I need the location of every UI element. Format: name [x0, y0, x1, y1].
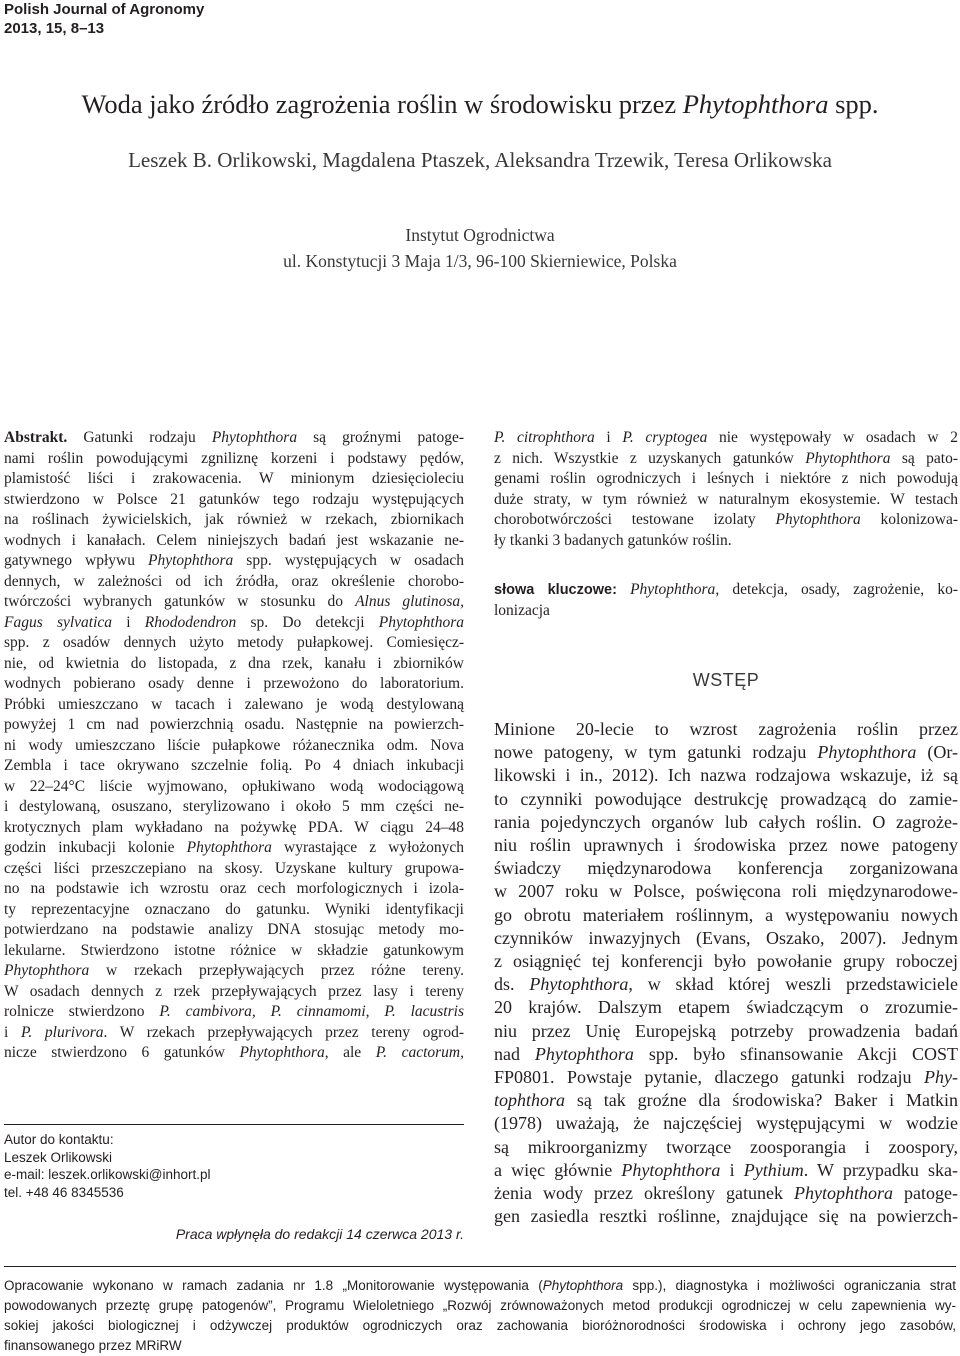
abstract-line — [4, 1002, 464, 1023]
text-run: wodnych i kanałach. Celem niniejszych badań jest wskazanie ne- — [4, 531, 464, 549]
abstract-line — [4, 982, 464, 1003]
abstract-cont-line — [494, 449, 958, 470]
text-run: ty reprezentacyjne oznaczano do gatunku. Wyniki identyfikacji — [4, 900, 464, 918]
abstract-left-column — [4, 428, 464, 1064]
italic-term: Phytophthora — [542, 1278, 624, 1293]
abstract-line — [4, 941, 464, 962]
text-run: genami roślin ogrodniczych i leśnych i niektóre z nich powodują — [494, 470, 958, 487]
text-run: Zembla i tace okrywano szczelnie folią. Po 4 dniach inkubacji — [4, 757, 464, 774]
text-run: a więc głównie — [494, 1159, 622, 1180]
journal-name: Polish Journal of Agronomy — [4, 1, 205, 18]
abstract-cont-line — [494, 469, 958, 490]
text-run: są pato- — [890, 449, 958, 467]
footnote-line — [4, 1276, 956, 1296]
intro-text — [494, 718, 958, 1228]
text-run: części liści przeszczepiano na skosy. Uzyskane kultury grupowa- — [4, 859, 464, 877]
text-run: go obrotu materiałem roślinnym, a występowaniu nowych — [494, 904, 958, 925]
received-date: Praca wpłynęła do redakcji 14 czerwca 2013 r. — [175, 1226, 464, 1242]
text-run: sokiej jakości biologicznej i odżywczej produktów ogrodniczych oraz zachowania bioróżnorodności środowiska i ochrony jego zasobów, — [4, 1318, 956, 1333]
journal-issue: 2013, 15, 8–13 — [4, 20, 105, 37]
text-run: FP0801. Powstaje pytanie, dlaczego gatunki rodzaju — [494, 1067, 925, 1088]
text-run: potwierdzano na podstawie analizy DNA stosując metody mo- — [4, 921, 464, 938]
text-run: rolnicze stwierdzono — [4, 1003, 160, 1020]
abstract-cont-line — [494, 510, 958, 531]
abstract-line — [4, 961, 464, 982]
text-run: ds. — [494, 974, 530, 995]
authors: Leszek B. Orlikowski, Magdalena Ptaszek, Aleksandra Trzewik, Teresa Orlikowska — [128, 148, 832, 172]
intro-line — [494, 788, 958, 811]
text-run: sp. Do detekcji — [236, 613, 379, 631]
intro-line — [494, 1205, 958, 1228]
text-run: twórczości wybranych gatunków w stosunku do — [4, 593, 356, 610]
text-run: stwierdzono w Polsce 21 gatunków tego rodzaju występujących — [4, 490, 464, 508]
text-run: ni wody umieszczano liście pułapkowe różanecznika odm. Nova — [4, 736, 464, 754]
abstract-cont-line — [494, 490, 958, 511]
italic-term: Phy- — [924, 1067, 958, 1088]
text-run: likowski i in., 2012). Ich nazwa rodzajowa wskazuje, iż są — [494, 765, 958, 786]
intro-line — [494, 718, 958, 741]
text-run: spp. występujących w osadach — [233, 552, 464, 569]
text-run: plamistość liści i zrakowacenia. W minionym dziesięcioleciu — [4, 470, 464, 487]
abstract-line — [4, 592, 464, 613]
text-run: 20 krajów. Dalszym etapem świadczącym o zrozumie- — [494, 997, 958, 1018]
text-run: w 2007 roku w Polsce, poświęcona roli międzynarodowe- — [494, 881, 958, 902]
abstract-line — [4, 1023, 464, 1044]
abstract-line — [4, 654, 464, 675]
text-run: nami roślin powodującymi zgniliznę korzeni i podstawy pędów, — [4, 449, 464, 467]
intro-line — [494, 1182, 958, 1205]
italic-term: tophthora — [494, 1090, 566, 1111]
abstract-cont-line — [494, 531, 958, 552]
text-run: nicze stwierdzono 6 gatunków — [4, 1044, 240, 1061]
title-suffix: spp. — [828, 89, 879, 119]
text-run: żenia wody przez określony gatunek — [494, 1183, 794, 1204]
intro-line — [494, 1159, 958, 1182]
paper-title — [0, 88, 960, 120]
italic-term: Phytophthora — [621, 1159, 721, 1180]
italic-term: Phytophthora — [794, 1183, 893, 1204]
intro-line — [494, 857, 958, 880]
keywords-line-2: lonizacja — [494, 601, 550, 619]
intro-line — [494, 1136, 958, 1159]
text-run: nad — [494, 1043, 535, 1064]
intro-line — [494, 764, 958, 787]
abstract-label: Abstrakt. — [4, 429, 68, 446]
text-run: są tak groźne dla środowiska? Baker i Matkin — [565, 1090, 958, 1111]
italic-term: P. plurivora — [20, 1023, 104, 1041]
abstract-cont-line — [494, 428, 958, 449]
abstract-line — [4, 695, 464, 716]
text-run: z osiągnięć tej konferencji było powołanie grupy roboczej — [494, 951, 958, 972]
text-run: Próbki umieszczano w tacach i zalewano je wodą destylowaną — [4, 695, 464, 713]
text-run: niu roślin uprawnych i środowiska przez nowe patogeny — [494, 835, 958, 856]
text-run: niu przez Unię Europejską potrzeby prowadzenia badań — [494, 1020, 958, 1041]
abstract-line — [4, 818, 464, 839]
abstract-line — [4, 879, 464, 900]
abstract-line — [4, 428, 464, 449]
contact-label: Autor do kontaktu: — [4, 1132, 114, 1147]
text-run: spp. było sfinansowanie Akcji COST — [633, 1043, 958, 1064]
abstract-line — [4, 613, 464, 634]
text-run: i — [594, 429, 623, 446]
italic-term: Phytophthora — [148, 552, 234, 569]
text-run: chorobotwórczości testowane izolaty — [494, 511, 776, 528]
text-run: kolonizowa- — [860, 511, 958, 528]
italic-term: Phytophthora — [186, 839, 272, 856]
italic-term: P. cactorum, — [375, 1044, 464, 1061]
text-run: gen zasiedla resztki roślinne, znajdujące się na powierzch- — [494, 1206, 958, 1227]
keywords — [494, 580, 958, 621]
italic-term: P. citrophthora — [494, 429, 595, 446]
text-run: patoge- — [893, 1183, 958, 1204]
text-run: to czynniki powodujące destrukcję prowadzącą do zamie- — [494, 788, 958, 809]
text-run: i — [720, 1159, 744, 1180]
abstract-line — [4, 449, 464, 470]
text-run: i — [4, 1023, 21, 1041]
text-run: rania pojedynczych organów lub całych roślin. O zagroże- — [494, 811, 958, 832]
intro-line — [494, 927, 958, 950]
intro-line — [494, 1066, 958, 1089]
abstract-line — [4, 551, 464, 572]
italic-term: Phytophthora — [4, 962, 90, 979]
text-run: dennych, w zależności od ich źródła, oraz określenie chorobo- — [4, 572, 464, 590]
abstract-line — [4, 490, 464, 511]
text-run: na roślinach żywicielskich, jak również w rzekach, zbiornikach — [4, 511, 464, 528]
intro-line — [494, 1112, 958, 1135]
journal-header — [4, 0, 204, 38]
text-run — [617, 581, 630, 598]
italic-term: Phytophthora — [805, 449, 891, 467]
funding-footnote — [4, 1276, 956, 1356]
text-run: no na podstawie ich wzrostu oraz cech morfologicznych i izola- — [4, 880, 464, 897]
text-run: powyżej 1 cm nad powierzchnią osadu. Następnie na powierzch- — [4, 716, 464, 733]
abstract-line — [4, 736, 464, 757]
text-run: Minione 20-lecie to wzrost zagrożenia roślin przez — [494, 719, 958, 739]
text-run: . W rzekach przepływających przez tereny ogrod- — [103, 1023, 464, 1041]
italic-term: Phytophthora — [211, 429, 298, 446]
text-run: gatywnego wpływu — [4, 552, 149, 569]
intro-line — [494, 834, 958, 857]
italic-term: Phytophthora — [775, 511, 861, 528]
contact-divider — [4, 1124, 464, 1125]
text-run: i — [112, 613, 145, 631]
abstract-line — [4, 1043, 464, 1064]
abstract-line — [4, 900, 464, 921]
contact-email[interactable]: e-mail: leszek.orlikowski@inhort.pl — [4, 1167, 211, 1182]
italic-term: Phytophthora — [378, 613, 464, 631]
intro-line — [494, 996, 958, 1019]
italic-term: P. cambivora, P. cinnamomi, P. lacustris — [159, 1003, 464, 1020]
section-heading-intro: WSTĘP — [692, 670, 760, 690]
abstract-line — [4, 756, 464, 777]
italic-term: Phytophthora — [817, 742, 917, 763]
text-run: powodowanych przeztę grupę patogenów”, Programu Wieloletniego „Rozwój zrównoważonych metod produkcji ogrodniczej w celu zapewnienia wy- — [4, 1298, 956, 1313]
footnote-line — [4, 1296, 956, 1316]
italic-term: P. cryptogea — [622, 429, 708, 446]
text-run: świadczy międzynarodowa konferencja zorganizowana — [494, 858, 958, 879]
intro-line — [494, 904, 958, 927]
text-run: , ale — [324, 1044, 376, 1061]
text-run: duże straty, w tym również w naturalnym ekosystemie. W testach — [494, 490, 958, 508]
text-run: Opracowanie wykonano w ramach zadania nr 1.8 „Monitorowanie występowania ( — [4, 1278, 543, 1293]
intro-line — [494, 973, 958, 996]
intro-line — [494, 1043, 958, 1066]
text-run: nie występowały w osadach w 2 — [707, 429, 958, 446]
abstract-line — [4, 859, 464, 880]
intro-line — [494, 950, 958, 973]
text-run: . W przypadku ska- — [803, 1159, 958, 1180]
text-run: w 22–24°C liście wyjmowano, opłukiwano wodą wodociągową — [4, 777, 464, 795]
abstract-line — [4, 469, 464, 490]
intro-line — [494, 811, 958, 834]
contact-phone: tel. +48 46 8345536 — [4, 1184, 124, 1200]
intro-line — [494, 880, 958, 903]
text-run: , w skład której weszli przedstawiciele — [628, 974, 958, 995]
intro-line — [494, 1089, 958, 1112]
abstract-line — [4, 674, 464, 695]
abstract-line — [4, 838, 464, 859]
text-run: z nich. Wszystkie z uzyskanych gatunków — [494, 449, 806, 467]
text-run: w rzekach przepływających przez różne tereny. — [89, 962, 464, 979]
italic-term: Alnus glutinosa, — [355, 593, 464, 610]
abstract-line — [4, 797, 464, 818]
abstract-line — [4, 920, 464, 941]
footnote-line — [4, 1336, 956, 1356]
title-genus: Phytophthora — [682, 89, 829, 119]
intro-line — [494, 741, 958, 764]
text-run: nie, od kwietnia do listopada, z dna rzek, kanału i zbiorników — [4, 654, 464, 672]
contact-block — [4, 1131, 211, 1201]
institute-name: Instytut Ogrodnictwa — [405, 225, 555, 245]
text-run: ły tkanki 3 badanych gatunków roślin. — [494, 531, 732, 549]
italic-term: Rhododendron — [144, 613, 237, 631]
text-run: wodnych pobierano osady denne i przewożono do laboratorium. — [4, 675, 464, 692]
italic-term: Fagus sylvatica — [4, 613, 113, 631]
text-run: czynników inwazyjnych (Evans, Oszako, 2007). Jednym — [494, 927, 958, 948]
abstract-line — [4, 531, 464, 552]
italic-term: Phytophthora — [630, 581, 716, 598]
text-run: i destylowaną, osuszano, sterylizowano i około 5 mm części ne- — [4, 798, 464, 815]
footnote-divider — [4, 1266, 956, 1267]
text-run: lekularne. Stwierdzono istotne różnice w składzie gatunkowym — [4, 941, 464, 959]
institute-address: ul. Konstytucji 3 Maja 1/3, 96-100 Skierniewice, Polska — [283, 251, 677, 271]
title-text: Woda jako źródło zagrożenia roślin w środowisku przez — [81, 89, 683, 119]
abstract-line — [4, 572, 464, 593]
abstract-line — [4, 777, 464, 798]
text-run: spp. z osadów dennych użyto metody pułapkowej. Comiesięcz- — [4, 634, 464, 651]
italic-term: Phytophthora — [529, 974, 629, 995]
text-run: są groźnymi patoge- — [297, 429, 464, 446]
keywords-label: słowa kluczowe: — [494, 582, 617, 598]
italic-term: Phytophthora — [239, 1044, 325, 1061]
contact-name: Leszek Orlikowski — [4, 1149, 113, 1165]
text-run: , detekcja, osady, zagrożenie, ko- — [715, 581, 958, 598]
text-run: wyrastające z wyłożonych — [271, 839, 464, 856]
text-run: (Or- — [916, 742, 958, 763]
affiliation — [0, 222, 960, 274]
abstract-right-column — [494, 428, 958, 551]
text-run: są mikroorganizmy tworzące zoosporangia i zoospory, — [494, 1136, 958, 1157]
abstract-line — [4, 633, 464, 654]
italic-term: Pythium — [743, 1159, 804, 1180]
text-run: (1978) uważają, że najczęściej występującymi w wodzie — [494, 1113, 958, 1134]
keywords-line-1 — [617, 581, 958, 598]
abstract-line — [4, 715, 464, 736]
text-run: W osadach dennych z rzek przepływających przez lasy i tereny — [4, 982, 464, 1000]
text-run: krotycznych plam wykładano na pożywkę PDA. W ciągu 24–48 — [4, 818, 464, 836]
abstract-line — [4, 510, 464, 531]
text-run: nowe patogeny, w tym gatunki rodzaju — [494, 742, 818, 763]
text-run: spp.), diagnostyka i możliwości ograniczania strat — [623, 1278, 956, 1293]
text-run: finansowanego przez MRiRW — [4, 1338, 182, 1353]
text-run: godzin inkubacji kolonie — [4, 839, 187, 856]
text-run: Gatunki rodzaju — [67, 429, 212, 446]
intro-line — [494, 1020, 958, 1043]
footnote-line — [4, 1316, 956, 1336]
italic-term: Phytophthora — [534, 1043, 634, 1064]
